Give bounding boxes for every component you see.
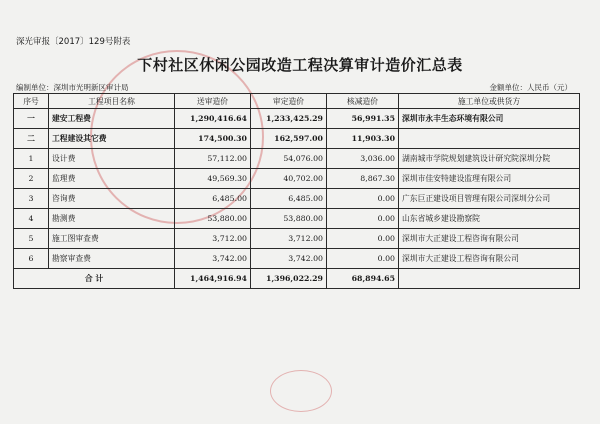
row-name: 建安工程费 (49, 109, 175, 129)
row-unit: 湖南城市学院规划建筑设计研究院深圳分院 (399, 149, 580, 169)
row-submitted: 1,290,416.64 (175, 109, 251, 129)
total-label: 合 计 (14, 269, 175, 289)
row-unit: 深圳市永丰生态环境有限公司 (399, 109, 580, 129)
row-no: 2 (14, 169, 49, 189)
row-approved: 162,597.00 (251, 129, 327, 149)
row-no: 4 (14, 209, 49, 229)
row-name: 监理费 (49, 169, 175, 189)
row-no: 3 (14, 189, 49, 209)
header-no: 序号 (14, 94, 49, 109)
header-approved: 审定造价 (251, 94, 327, 109)
table-row (14, 229, 580, 249)
row-unit: 广东巨正建设项目管理有限公司深圳分公司 (399, 189, 580, 209)
total-reduced: 68,894.65 (327, 269, 399, 289)
row-reduced: 0.00 (327, 189, 399, 209)
table-row (14, 189, 580, 209)
table-row (14, 209, 580, 229)
prepared-by: 编制单位：深圳市光明新区审计局 (16, 83, 129, 92)
document-reference: 深光审报〔2017〕129号附表 (16, 37, 131, 47)
currency-unit: 金额单位：人民币（元） (489, 83, 572, 92)
row-approved: 40,702.00 (251, 169, 327, 189)
red-seal-stamp-small (270, 370, 332, 412)
row-unit: 深圳市大正建设工程咨询有限公司 (399, 229, 580, 249)
table-row (14, 129, 580, 149)
row-submitted: 3,712.00 (175, 229, 251, 249)
row-unit: 深圳市大正建设工程咨询有限公司 (399, 249, 580, 269)
row-approved: 54,076.00 (251, 149, 327, 169)
row-submitted: 53,880.00 (175, 209, 251, 229)
header-reduced: 核减造价 (327, 94, 399, 109)
row-no: 6 (14, 249, 49, 269)
row-reduced: 11,903.30 (327, 129, 399, 149)
row-submitted: 174,500.30 (175, 129, 251, 149)
row-reduced: 0.00 (327, 229, 399, 249)
row-name: 勘测费 (49, 209, 175, 229)
row-reduced: 0.00 (327, 209, 399, 229)
row-reduced: 8,867.30 (327, 169, 399, 189)
row-reduced: 3,036.00 (327, 149, 399, 169)
table-row (14, 169, 580, 189)
row-submitted: 6,485.00 (175, 189, 251, 209)
row-approved: 1,233,425.29 (251, 109, 327, 129)
row-approved: 3,712.00 (251, 229, 327, 249)
row-approved: 6,485.00 (251, 189, 327, 209)
header-unit: 施工单位或供货方 (399, 94, 580, 109)
table-row (14, 109, 580, 129)
row-unit (399, 129, 580, 149)
row-name: 咨询费 (49, 189, 175, 209)
row-name: 设计费 (49, 149, 175, 169)
total-approved: 1,396,022.29 (251, 269, 327, 289)
row-submitted: 3,742.00 (175, 249, 251, 269)
row-reduced: 0.00 (327, 249, 399, 269)
page-title: 下村社区休闲公园改造工程决算审计造价汇总表 (137, 56, 463, 74)
total-submitted: 1,464,916.94 (175, 269, 251, 289)
cost-summary-table (13, 93, 580, 289)
row-no: 一 (14, 109, 49, 129)
total-unit (399, 269, 580, 289)
row-approved: 3,742.00 (251, 249, 327, 269)
row-no: 5 (14, 229, 49, 249)
table-row (14, 149, 580, 169)
row-approved: 53,880.00 (251, 209, 327, 229)
total-row (14, 269, 580, 289)
row-reduced: 56,991.35 (327, 109, 399, 129)
header-submitted: 送审造价 (175, 94, 251, 109)
row-no: 1 (14, 149, 49, 169)
row-unit: 深圳市佳安特建设监理有限公司 (399, 169, 580, 189)
row-name: 施工图审查费 (49, 229, 175, 249)
row-submitted: 57,112.00 (175, 149, 251, 169)
row-unit: 山东省城乡建设勘察院 (399, 209, 580, 229)
row-name: 勘察审查费 (49, 249, 175, 269)
row-no: 二 (14, 129, 49, 149)
row-submitted: 49,569.30 (175, 169, 251, 189)
table-row (14, 249, 580, 269)
table-header-row (14, 94, 580, 109)
header-name: 工程项目名称 (49, 94, 175, 109)
row-name: 工程建设其它费 (49, 129, 175, 149)
